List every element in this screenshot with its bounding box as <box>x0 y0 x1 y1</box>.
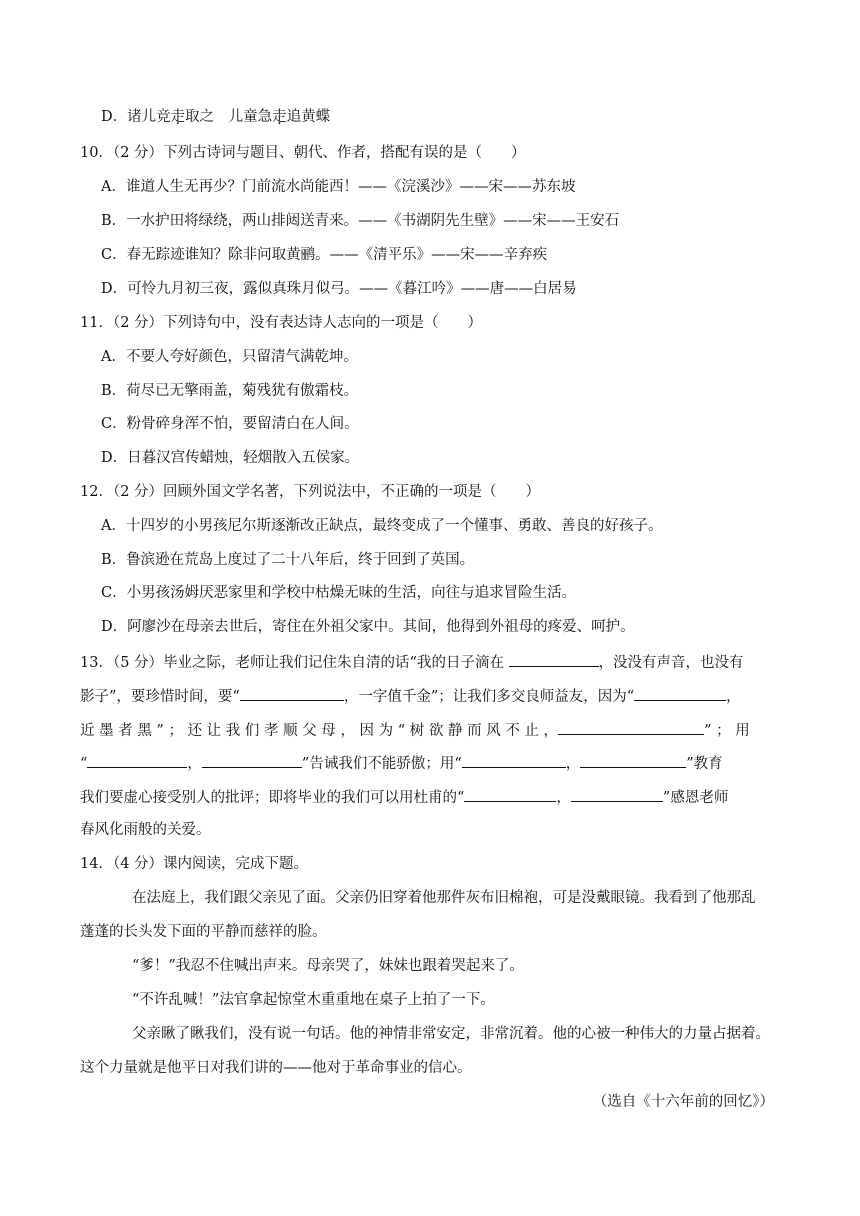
q14-passage-p3: “不许乱喊！”法官拿起惊堂木重重地在桌子上拍了一下。 <box>132 992 495 1008</box>
q12-stem: 12．（2 分）回顾外国文学名著，下列说法中，不正确的一项是（ ） <box>80 484 541 500</box>
q9-option-d-text-3: 追黄蝶 <box>286 109 331 125</box>
q13-text: ， <box>726 689 741 705</box>
q14-passage-p4b: 这个力量就是他平日对我们讲的——他对于革命事业的信心。 <box>80 1060 472 1076</box>
q9-option-d-text-1: D．诸儿竞 <box>101 109 171 125</box>
q9-option-d-text-2: 取之 儿童急 <box>185 109 273 125</box>
q13-blank-4[interactable] <box>558 719 704 735</box>
q13-text: ”教育 <box>686 756 723 772</box>
q13-text: ” ； 用 <box>704 723 750 739</box>
q13-text: ， <box>565 756 581 772</box>
q9-option-d-dotted-char-2: 走 <box>272 109 287 125</box>
q12-option-a: A．十四岁的小男孩尼尔斯逐渐改正缺点，最终变成了一个懂事、勇敢、善良的好孩子。 <box>101 518 663 534</box>
q13-text: “ <box>80 756 88 772</box>
q12-option-c: C．小男孩汤姆厌恶家里和学校中枯燥无味的生活，向往与追求冒险生活。 <box>101 585 577 601</box>
q14-stem: 14．（4 分）课内阅读，完成下题。 <box>80 856 309 872</box>
q11-option-d: D．日暮汉宫传蜡烛，轻烟散入五侯家。 <box>101 450 360 466</box>
q13-line-5 <box>80 786 728 808</box>
q13-text: 我们要虚心接受别人的批评；即将毕业的我们可以用杜甫的“ <box>80 790 465 806</box>
q14-passage-p2: “爹！”我忍不住喊出声来。母亲哭了，妹妹也跟着哭起来了。 <box>132 958 524 974</box>
q13-text: ”感恩老师 <box>662 790 729 806</box>
q13-line-6: 春风化雨般的关爱。 <box>80 822 211 838</box>
q10-option-b: B．一水护田将绿绕，两山排闼送青来。——《书湖阴先生壁》——宋——王安石 <box>101 213 620 229</box>
q12-option-d: D．阿廖沙在母亲去世后，寄住在外祖父家中。其间，他得到外祖母的疼爱、呵护。 <box>101 619 635 635</box>
q13-blank-9[interactable] <box>464 786 556 802</box>
q13-line-1 <box>80 651 744 673</box>
q9-option-d-dotted-char-1: 走 <box>170 109 186 125</box>
q10-stem: 10．（2 分）下列古诗词与题目、朝代、作者，搭配有误的是（ ） <box>80 145 526 161</box>
q13-blank-10[interactable] <box>571 786 663 802</box>
q13-text: ， <box>187 756 202 772</box>
q13-blank-3[interactable] <box>634 685 726 701</box>
q14-passage-p4a: 父亲瞅了瞅我们，没有说一句话。他的神情非常安定，非常沉着。他的心被一种伟大的力量占据着。 <box>132 1026 770 1042</box>
q13-line-4 <box>80 752 723 774</box>
q13-text: 近 墨 者 黑 ” ； 还 让 我 们 孝 顺 父 母 ， 因 为 “ 树 欲 静 而 风 不 止 ， <box>80 723 559 739</box>
q13-text: ”告诫我们不能骄傲；用“ <box>301 756 462 772</box>
q11-option-b: B．荷尽已无擎雨盖，菊残犹有傲霜枝。 <box>101 383 359 399</box>
q13-line-2 <box>80 685 741 707</box>
q13-blank-6[interactable] <box>202 752 302 768</box>
q11-option-c: C．粉骨碎身浑不怕，要留清白在人间。 <box>101 416 359 432</box>
q13-text: 13．（5 分）毕业之际，老师让我们记住朱自清的话“我的日子滴在 <box>80 655 509 671</box>
q13-text: 影子”，要珍惜时间，要“ <box>80 689 240 705</box>
q11-stem: 11．（2 分）下列诗句中，没有表达诗人志向的一项是（ ） <box>80 315 483 331</box>
q13-text: ，一字值千金”；让我们多交良师益友，因为“ <box>343 689 635 705</box>
q9-option-d <box>101 107 330 127</box>
q13-blank-2[interactable] <box>240 685 344 701</box>
q14-source: （选自《十六年前的回忆》） <box>592 1094 774 1110</box>
q10-option-d: D．可怜九月初三夜，露似真珠月似弓。——《暮江吟》——唐——白居易 <box>101 281 577 297</box>
q12-option-b: B．鲁滨逊在荒岛上度过了二十八年后，终于回到了英国。 <box>101 552 475 568</box>
q14-passage-p1b: 蓬蓬的长头发下面的平静而慈祥的脸。 <box>80 924 327 940</box>
q10-option-c: C．春无踪迹谁知？除非问取黄鹂。——《清平乐》——宋——辛弃疾 <box>101 247 548 263</box>
q13-blank-8[interactable] <box>580 752 686 768</box>
q13-text: ，没没有声音，也没有 <box>598 655 744 671</box>
q13-line-3 <box>80 719 750 741</box>
q10-option-a: A．谁道人生无再少？门前流水尚能西！——《浣溪沙》——宋——苏东坡 <box>101 179 576 195</box>
q11-option-a: A．不要人夸好颜色，只留清气满乾坤。 <box>101 349 358 365</box>
q13-blank-7[interactable] <box>462 752 566 768</box>
q13-blank-1[interactable] <box>509 651 599 667</box>
q13-blank-5[interactable] <box>87 752 187 768</box>
q13-text: ， <box>556 790 571 806</box>
q14-passage-p1a: 在法庭上，我们跟父亲见了面。父亲仍旧穿着他那件灰布旧棉袍，可是没戴眼镜。我看到了他那乱 <box>132 890 756 906</box>
